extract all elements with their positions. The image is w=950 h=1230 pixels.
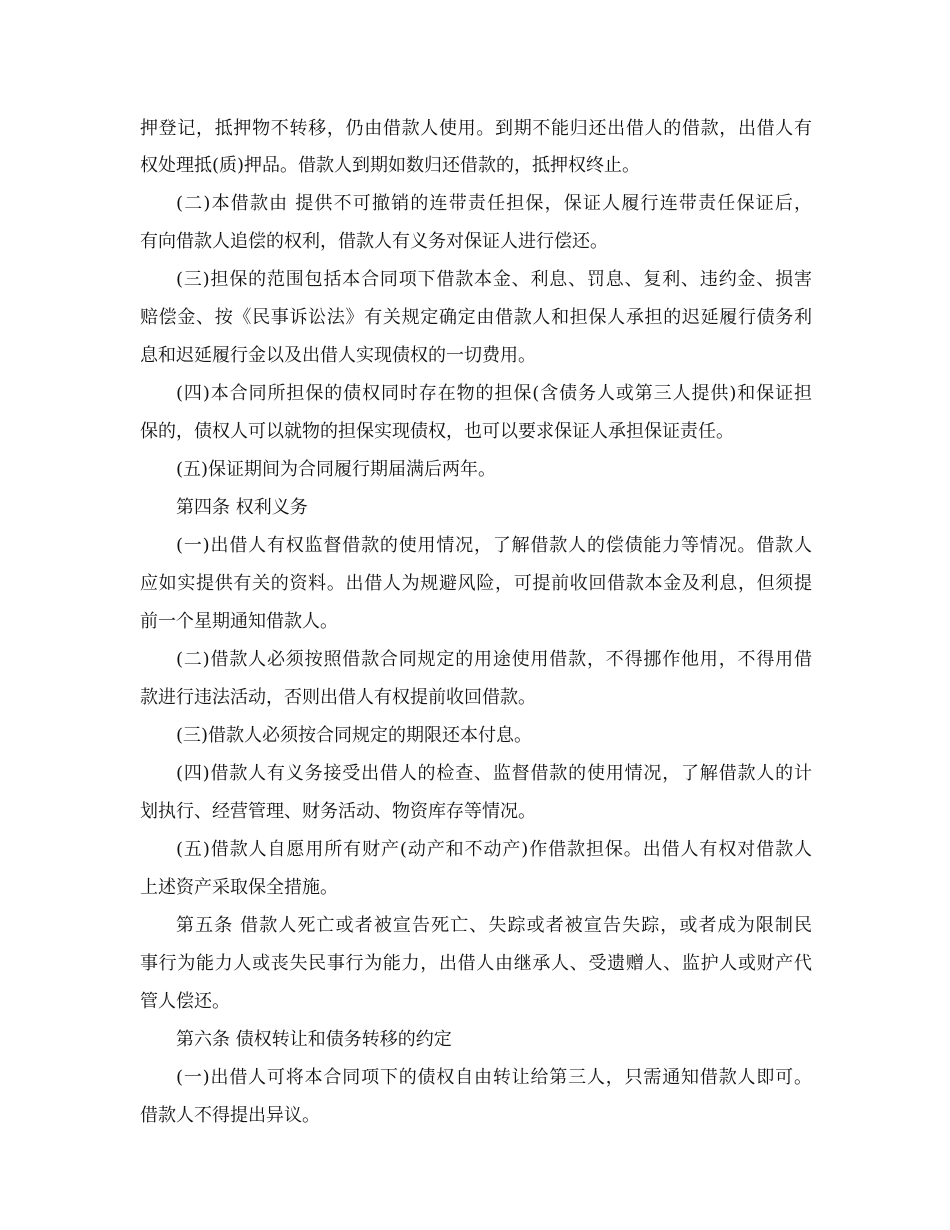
- text-line: 有向借款人追偿的权利，借款人有义务对保证人进行偿还。: [140, 231, 608, 252]
- text-line: (五)保证期间为合同履行期届满后两年。: [176, 459, 497, 480]
- text-line: 上述资产采取保全措施。: [140, 877, 338, 898]
- text-line: 前一个星期通知借款人。: [140, 611, 338, 632]
- text-line: (一)出借人可将本合同项下的债权自由转让给第三人，只需通知借款人即可。: [176, 1067, 812, 1088]
- text-line: (四)借款人有义务接受出借人的检查、监督借款的使用情况，了解借款人的计: [176, 763, 812, 784]
- text-line: 赔偿金、按《民事诉讼法》有关规定确定由借款人和担保人承担的迟延履行债务利: [140, 307, 812, 328]
- contract-page: [140, 113, 812, 1132]
- text-line: (二)本借款由 提供不可撤销的连带责任担保，保证人履行连带责任保证后，: [176, 193, 812, 214]
- text-line: (一)出借人有权监督借款的使用情况，了解借款人的偿债能力等情况。借款人: [176, 535, 812, 556]
- text-line: 管人偿还。: [140, 991, 230, 1012]
- text-line: 借款人不得提出异议。: [140, 1105, 320, 1126]
- text-line: (三)担保的范围包括本合同项下借款本金、利息、罚息、复利、违约金、损害: [176, 269, 812, 290]
- section-heading: 第五条 借款人死亡或者被宣告死亡、失踪或者被宣告失踪，或者成为限制民: [176, 915, 812, 936]
- text-line: 款进行违法活动，否则出借人有权提前收回借款。: [140, 687, 536, 708]
- text-line: (三)借款人必须按合同规定的期限还本付息。: [176, 725, 533, 746]
- text-line: 应如实提供有关的资料。出借人为规避风险，可提前收回借款本金及利息，但须提: [140, 573, 812, 594]
- text-line: 划执行、经营管理、财务活动、物资库存等情况。: [140, 801, 536, 822]
- text-line: 事行为能力人或丧失民事行为能力，出借人由继承人、受遗赠人、监护人或财产代: [140, 953, 812, 974]
- section-heading: 第六条 债权转让和债务转移的约定: [176, 1029, 452, 1050]
- text-line: (四)本合同所担保的债权同时存在物的担保(含债务人或第三人提供)和保证担: [176, 383, 812, 404]
- text-line: (二)借款人必须按照借款合同规定的用途使用借款，不得挪作他用，不得用借: [176, 649, 812, 670]
- text-line: 押登记，抵押物不转移，仍由借款人使用。到期不能归还出借人的借款，出借人有: [140, 118, 812, 139]
- text-line: 保的，债权人可以就物的担保实现债权，也可以要求保证人承担保证责任。: [140, 421, 734, 442]
- section-heading: 第四条 权利义务: [176, 497, 308, 518]
- text-line: (五)借款人自愿用所有财产(动产和不动产)作借款担保。出借人有权对借款人: [176, 839, 812, 860]
- text-line: 息和迟延履行金以及出借人实现债权的一切费用。: [140, 345, 536, 366]
- text-line: 权处理抵(质)押品。借款人到期如数归还借款的，抵押权终止。: [140, 155, 641, 176]
